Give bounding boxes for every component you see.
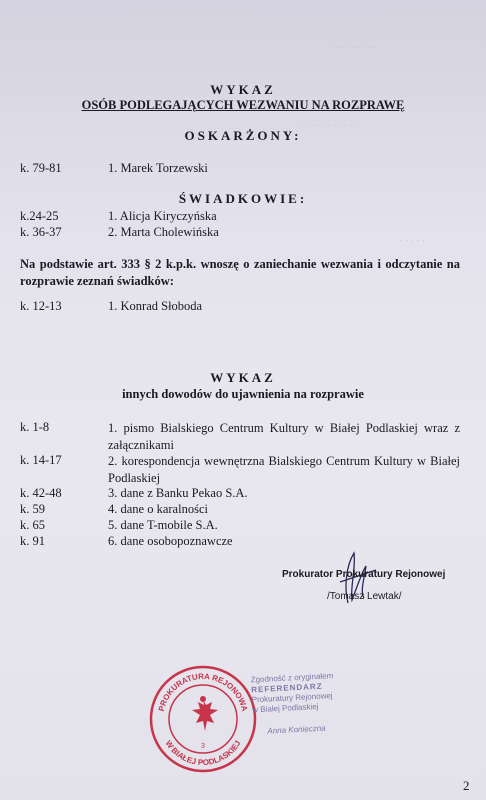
motion-paragraph: Na podstawie art. 333 § 2 k.p.k. wnoszę o zaniechanie wezwania i odczytanie na rozprawie zeznań świadków: (20, 257, 460, 288)
evidence-subtitle: innych dowodów do ujawnienia na rozprawie (122, 387, 364, 401)
file-ref: k. 12-13 (20, 299, 62, 313)
evidence-text: 6. dane osobopoznawcze (108, 534, 233, 548)
evidence-row (20, 502, 460, 518)
file-ref: k. 91 (20, 534, 45, 548)
file-ref: k. 14-17 (20, 453, 62, 467)
file-ref: k. 42-48 (20, 486, 62, 500)
bleed-through-text: · · · · · · · · · (330, 42, 377, 52)
person-name: 1. Marek Torzewski (108, 161, 208, 175)
signatory-name: /Tomasz Lewtak/ (327, 591, 402, 602)
file-ref: k. 1-8 (20, 420, 50, 434)
evidence-row (20, 486, 460, 502)
evidence-row (20, 518, 460, 534)
evidence-title: WYKAZ (210, 370, 276, 385)
file-ref: k. 79-81 (20, 161, 62, 175)
list-title: WYKAZ (210, 82, 276, 97)
file-ref: k. 36-37 (20, 225, 62, 239)
person-name: 1. Alicja Kiryczyńska (108, 209, 217, 223)
signatory-title: Prokurator Prokuratury Rejonowej (282, 569, 446, 580)
page-number: 2 (463, 778, 470, 793)
file-ref: k. 59 (20, 502, 45, 516)
stamp-line: Anna Konieczna (267, 723, 326, 736)
witnesses-heading: ŚWIADKOWIE: (178, 191, 308, 206)
witness-row (20, 225, 460, 241)
stamp-line: Zgodność z oryginałem (250, 671, 334, 685)
svg-text:W BIAŁEJ PODLASKIEJ: W BIAŁEJ PODLASKIEJ (163, 738, 243, 768)
evidence-text: 2. korespondencja wewnętrzna Bialskiego Centrum Kultury w Białej Podlaskiej (108, 454, 460, 485)
evidence-text: 3. dane z Banku Pekao S.A. (108, 486, 248, 500)
motion-row (20, 299, 460, 315)
witness-row (20, 209, 460, 225)
evidence-text: 1. pismo Bialskiego Centrum Kultury w Białej Podlaskiej wraz z załącznikami (108, 421, 460, 452)
accused-heading: OSKARŻONY: (184, 128, 302, 143)
official-seal (148, 664, 258, 774)
accused-row (20, 161, 460, 177)
list-subtitle: OSÓB PODLEGAJĄCYCH WEZWANIU NA ROZPRAWĘ (81, 98, 405, 112)
stamp-line: REFERENDARZ (250, 681, 323, 695)
file-ref: k.24-25 (20, 209, 59, 223)
stamp-line: Prokuratury Rejonowej (251, 691, 333, 705)
svg-text:PROKURATURA REJONOWA: PROKURATURA REJONOWA (156, 671, 250, 713)
bleed-through-text: · · · · · (400, 235, 425, 245)
file-ref: k. 65 (20, 518, 45, 532)
evidence-text: 4. dane o karalności (108, 502, 208, 516)
bleed-through-text: · · · · · · · · · · · (300, 120, 358, 130)
seal-number: 3 (201, 743, 205, 750)
evidence-text: 5. dane T-mobile S.A. (108, 518, 218, 532)
evidence-row (20, 534, 460, 550)
person-name: 1. Konrad Słoboda (108, 299, 203, 313)
certification-stamp (250, 669, 383, 738)
person-name: 2. Marta Cholewińska (108, 225, 219, 239)
stamp-line: w Białej Podlaskiej (252, 701, 319, 715)
